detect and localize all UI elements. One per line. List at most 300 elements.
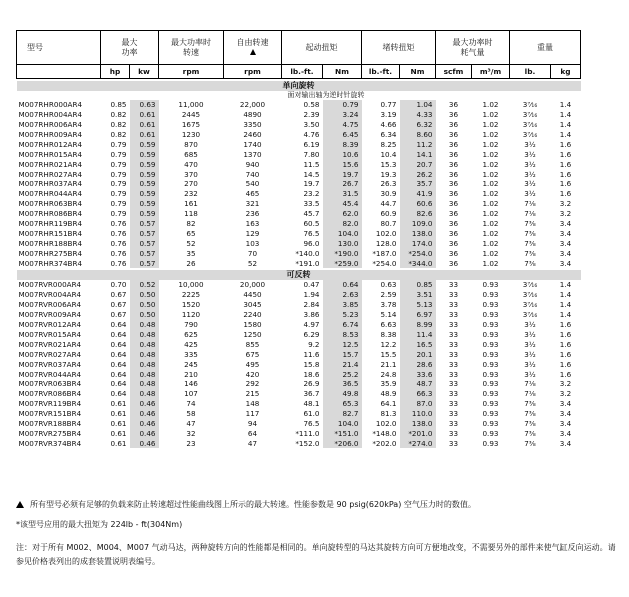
table-row <box>17 300 581 310</box>
triangle-marker-icon <box>16 501 24 508</box>
value-cell: 45.7 <box>303 209 320 219</box>
value-cell: 6.32 <box>400 120 436 130</box>
value-cell: 0.48 <box>130 320 159 330</box>
value-cell: 66.3 <box>400 389 436 399</box>
value-cell: 0.79 <box>110 139 127 149</box>
value-cell: 35.9 <box>380 379 397 389</box>
header-free-speed <box>224 31 282 65</box>
value-cell: 0.46 <box>130 409 159 419</box>
value-cell: 52 <box>247 258 258 268</box>
value-cell: *191.0 <box>295 258 320 268</box>
value-cell: 1.4 <box>559 290 572 300</box>
model-cell: M007RVR063BR4 <box>18 379 82 389</box>
model-cell: M007RHR275BR4 <box>18 248 83 258</box>
value-cell: 0.64 <box>110 359 127 369</box>
header-stall-torque-label: 堵转扭矩 <box>382 42 415 52</box>
value-cell: *344.0 <box>400 258 436 268</box>
value-cell: *274.0 <box>400 438 436 448</box>
value-cell: 60.6 <box>400 199 436 209</box>
value-cell: 6.34 <box>380 130 397 140</box>
value-cell: 1.4 <box>559 310 572 320</box>
value-cell: 103 <box>245 238 260 248</box>
value-cell: 1.02 <box>482 120 499 130</box>
value-cell: 61.0 <box>303 409 320 419</box>
model-cell: M007RHR015AR4 <box>18 149 83 159</box>
value-cell: 35 <box>186 248 196 258</box>
table-row <box>17 389 581 399</box>
value-cell: 685 <box>184 149 198 159</box>
value-cell: 3⁷⁄₁₆ <box>522 120 538 130</box>
value-cell: 1.02 <box>482 130 499 140</box>
value-cell: 0.59 <box>130 159 159 169</box>
table-row <box>17 110 581 120</box>
table-row <box>17 199 581 209</box>
value-cell: 0.93 <box>482 280 499 290</box>
value-cell: 20.7 <box>400 159 436 169</box>
value-cell: 3.4 <box>559 438 572 448</box>
header-stall-torque <box>362 31 436 65</box>
model-cell: M007RHR021AR4 <box>18 159 83 169</box>
value-cell: 0.76 <box>110 238 127 248</box>
value-cell: 3½ <box>524 369 536 379</box>
value-cell: 7⅜ <box>524 238 536 248</box>
value-cell: 1.6 <box>559 329 572 339</box>
table-row <box>17 130 581 140</box>
value-cell: 0.64 <box>110 349 127 359</box>
value-cell: 0.93 <box>482 418 499 428</box>
value-cell: 1.02 <box>482 209 499 219</box>
value-cell: 6.74 <box>323 320 362 330</box>
model-cell: M007RVR275BR4 <box>18 428 82 438</box>
model-cell: M007RHR044AR4 <box>18 189 83 199</box>
unit-cell: lb.-ft. <box>282 65 323 79</box>
value-cell: 1.02 <box>482 258 499 268</box>
value-cell: 161 <box>184 199 198 209</box>
value-cell: 16.5 <box>400 339 436 349</box>
value-cell: 5.14 <box>380 310 397 320</box>
value-cell: 48.9 <box>380 389 397 399</box>
value-cell: 7⅜ <box>524 399 536 409</box>
table-row <box>17 438 581 448</box>
value-cell: 33 <box>448 438 459 448</box>
model-cell: M007RHR037AR4 <box>18 179 83 189</box>
value-cell: 0.50 <box>130 290 159 300</box>
value-cell: 1.04 <box>400 100 436 110</box>
value-cell: 74 <box>186 399 196 409</box>
value-cell: 110.0 <box>400 409 436 419</box>
model-cell: M007RHR012AR4 <box>18 139 83 149</box>
value-cell: 36 <box>448 248 459 258</box>
table-row <box>17 290 581 300</box>
value-cell: 0.67 <box>110 300 127 310</box>
value-cell: 0.48 <box>130 369 159 379</box>
value-cell: 1.6 <box>559 359 572 369</box>
value-cell: 12.5 <box>323 339 362 349</box>
value-cell: 7⅜ <box>524 258 536 268</box>
table-row <box>17 349 581 359</box>
value-cell: 495 <box>245 359 260 369</box>
header-max-power <box>101 31 159 65</box>
value-cell: 2.84 <box>303 300 320 310</box>
value-cell: 0.93 <box>482 409 499 419</box>
value-cell: 33.6 <box>400 369 436 379</box>
value-cell: 1520 <box>181 300 201 310</box>
value-cell: 64.1 <box>380 399 397 409</box>
value-cell: 0.93 <box>482 438 499 448</box>
value-cell: 1.6 <box>559 189 572 199</box>
value-cell: 292 <box>245 379 260 389</box>
value-cell: 1.6 <box>559 339 572 349</box>
value-cell: 940 <box>245 159 260 169</box>
value-cell: 540 <box>245 179 260 189</box>
value-cell: 3.4 <box>559 418 572 428</box>
value-cell: 335 <box>184 349 198 359</box>
value-cell: 0.52 <box>130 280 159 290</box>
value-cell: 9.2 <box>308 339 320 349</box>
value-cell: 3.51 <box>400 290 436 300</box>
section-title-reversible: 可反转 <box>17 270 581 280</box>
value-cell: 0.64 <box>110 369 127 379</box>
value-cell: *151.0 <box>323 429 362 439</box>
value-cell: 0.93 <box>482 399 499 409</box>
model-cell: M007RVR012AR4 <box>18 320 82 330</box>
value-cell: 1740 <box>243 139 262 149</box>
value-cell: 0.61 <box>110 428 127 438</box>
value-cell: 1675 <box>181 120 201 130</box>
table-row <box>17 419 581 429</box>
value-cell: 0.76 <box>110 258 127 268</box>
value-cell: 12.2 <box>380 339 397 349</box>
value-cell: 36 <box>448 228 459 238</box>
value-cell: 24.8 <box>380 369 397 379</box>
value-cell: 1.94 <box>303 290 320 300</box>
value-cell: 0.61 <box>130 120 159 130</box>
value-cell: 33 <box>448 320 459 330</box>
value-cell: 1.6 <box>559 169 572 179</box>
unit-cell-blank <box>17 65 101 79</box>
value-cell: 0.59 <box>130 169 159 179</box>
value-cell: 3⁷⁄₁₆ <box>522 290 538 300</box>
header-max-power-label: 最大 功率 <box>121 37 138 57</box>
value-cell: 107 <box>184 389 198 399</box>
value-cell: *206.0 <box>323 438 362 448</box>
value-cell: 82.6 <box>400 209 436 219</box>
value-cell: 1.02 <box>482 248 499 258</box>
value-cell: 3½ <box>524 359 536 369</box>
value-cell: *201.0 <box>400 429 436 439</box>
value-cell: 26.9 <box>303 379 320 389</box>
value-cell: 3.4 <box>559 399 572 409</box>
section-title-unidirectional: 单向旋转 <box>17 81 581 91</box>
model-cell: M007RVR009AR4 <box>18 310 82 320</box>
value-cell: 10.6 <box>323 149 362 159</box>
value-cell: 36 <box>448 110 459 120</box>
value-cell: 36.5 <box>323 379 362 389</box>
value-cell: 425 <box>184 339 198 349</box>
value-cell: 0.63 <box>380 280 397 290</box>
value-cell: 33 <box>448 349 459 359</box>
value-cell: 8.39 <box>323 140 362 150</box>
value-cell: 0.76 <box>110 228 127 238</box>
value-cell: 0.64 <box>110 389 127 399</box>
value-cell: 0.93 <box>482 349 499 359</box>
value-cell: 3.2 <box>559 379 572 389</box>
value-cell: 0.59 <box>130 199 159 209</box>
value-cell: 1.4 <box>559 110 572 120</box>
value-cell: 215 <box>245 389 260 399</box>
value-cell: 11.4 <box>400 330 436 340</box>
value-cell: 25.2 <box>323 369 362 379</box>
value-cell: 0.57 <box>130 229 159 239</box>
value-cell: 0.46 <box>130 438 159 448</box>
value-cell: 0.48 <box>130 359 159 369</box>
value-cell: 8.60 <box>400 130 436 140</box>
value-cell: 82 <box>186 219 196 229</box>
value-cell: 33 <box>448 428 459 438</box>
value-cell: 0.79 <box>110 199 127 209</box>
value-cell: *259.0 <box>323 258 362 268</box>
table-row <box>17 399 581 409</box>
value-cell: 1.6 <box>559 320 572 330</box>
value-cell: 7⅜ <box>524 409 536 419</box>
unidirectional-section <box>17 79 581 269</box>
value-cell: 33 <box>448 418 459 428</box>
value-cell: 7⅜ <box>524 248 536 258</box>
value-cell: 6.19 <box>303 139 320 149</box>
model-cell: M007RHR004AR4 <box>18 110 83 120</box>
value-cell: 21.1 <box>380 359 397 369</box>
value-cell: 20,000 <box>239 280 266 290</box>
value-cell: 33.5 <box>303 199 320 209</box>
value-cell: 163 <box>245 219 260 229</box>
value-cell: 15.6 <box>323 159 362 169</box>
value-cell: 19.3 <box>380 169 397 179</box>
value-cell: 60.9 <box>380 209 397 219</box>
value-cell: 15.7 <box>323 349 362 359</box>
value-cell: 1.02 <box>482 238 499 248</box>
value-cell: 33 <box>448 290 459 300</box>
value-cell: 790 <box>184 320 198 330</box>
unit-cell: lb. <box>510 65 551 79</box>
unit-cell: hp <box>101 65 130 79</box>
value-cell: 0.47 <box>303 280 320 290</box>
value-cell: 1.6 <box>559 139 572 149</box>
value-cell: 80.7 <box>380 219 397 229</box>
value-cell: 0.82 <box>110 110 127 120</box>
value-cell: 3.4 <box>559 228 572 238</box>
table-row <box>17 238 581 248</box>
value-cell: 3.2 <box>559 199 572 209</box>
value-cell: 3½ <box>524 159 536 169</box>
table-row <box>17 258 581 268</box>
value-cell: 0.76 <box>110 219 127 229</box>
table-row <box>17 229 581 239</box>
value-cell: 30.9 <box>380 189 397 199</box>
value-cell: *202.0 <box>372 438 397 448</box>
table-row <box>17 379 581 389</box>
value-cell: 138.0 <box>400 229 436 239</box>
value-cell: 0.46 <box>130 399 159 409</box>
value-cell: 321 <box>245 199 260 209</box>
value-cell: 33 <box>448 280 459 290</box>
value-cell: 0.59 <box>130 189 159 199</box>
value-cell: 3½ <box>524 349 536 359</box>
value-cell: 0.79 <box>110 179 127 189</box>
value-cell: 58 <box>186 409 196 419</box>
value-cell: 36 <box>448 209 459 219</box>
value-cell: 7⅛ <box>524 209 536 219</box>
value-cell: 0.85 <box>400 280 436 290</box>
model-cell: M007RVR027AR4 <box>18 349 82 359</box>
value-cell: 33 <box>448 310 459 320</box>
value-cell: 1.4 <box>559 130 572 140</box>
value-cell: 3.2 <box>559 209 572 219</box>
value-cell: 3.19 <box>380 110 397 120</box>
value-cell: 8.25 <box>380 139 397 149</box>
value-cell: 3.50 <box>303 120 320 130</box>
value-cell: 245 <box>184 359 198 369</box>
value-cell: 3.4 <box>559 428 572 438</box>
value-cell: 3½ <box>524 169 536 179</box>
value-cell: *111.0 <box>295 428 320 438</box>
value-cell: 7.80 <box>303 149 320 159</box>
value-cell: 36 <box>448 139 459 149</box>
value-cell: 0.64 <box>110 339 127 349</box>
value-cell: 33 <box>448 389 459 399</box>
value-cell: 26.3 <box>380 179 397 189</box>
value-cell: 1250 <box>243 329 262 339</box>
value-cell: 3½ <box>524 329 536 339</box>
value-cell: 36 <box>448 238 459 248</box>
table-row <box>17 248 581 258</box>
model-cell: M007RVR119BR4 <box>18 399 82 409</box>
value-cell: 36 <box>448 179 459 189</box>
footnote-triangle <box>16 498 476 512</box>
model-cell: M007RVR151BR4 <box>18 409 82 419</box>
value-cell: 7⅛ <box>524 389 536 399</box>
model-cell: M007RVR086BR4 <box>18 389 82 399</box>
unit-cell: rpm <box>224 65 282 79</box>
value-cell: 14.5 <box>303 169 320 179</box>
value-cell: 22,000 <box>239 100 266 110</box>
value-cell: 3.4 <box>559 258 572 268</box>
value-cell: 33 <box>448 379 459 389</box>
value-cell: 6.97 <box>400 310 436 320</box>
value-cell: 855 <box>245 339 260 349</box>
value-cell: 26.7 <box>323 179 362 189</box>
value-cell: 23 <box>186 438 196 448</box>
value-cell: 470 <box>184 159 198 169</box>
value-cell: 0.67 <box>110 290 127 300</box>
value-cell: 420 <box>245 369 260 379</box>
value-cell: 0.93 <box>482 428 499 438</box>
value-cell: 65.3 <box>323 399 362 409</box>
section-note-row <box>17 91 581 100</box>
value-cell: 3⁷⁄₁₆ <box>522 130 538 140</box>
table-row <box>17 209 581 219</box>
value-cell: 36 <box>448 100 459 110</box>
model-cell: M007RVR004AR4 <box>18 290 82 300</box>
table-row <box>17 219 581 229</box>
value-cell: 0.82 <box>110 120 127 130</box>
value-cell: 28.6 <box>400 359 436 369</box>
value-cell: 236 <box>245 209 260 219</box>
value-cell: 0.59 <box>130 149 159 159</box>
header-air-consumption <box>436 31 510 65</box>
value-cell: 70 <box>247 248 258 258</box>
value-cell: 3½ <box>524 179 536 189</box>
triangle-marker-icon <box>250 49 256 55</box>
value-cell: 18.6 <box>303 369 320 379</box>
value-cell: 3350 <box>243 120 262 130</box>
table-row <box>17 179 581 189</box>
value-cell: 0.61 <box>130 130 159 140</box>
value-cell: 33 <box>448 409 459 419</box>
value-cell: 11.6 <box>303 349 320 359</box>
value-cell: 1.6 <box>559 159 572 169</box>
value-cell: 3.4 <box>559 219 572 229</box>
value-cell: 0.93 <box>482 369 499 379</box>
value-cell: 1.02 <box>482 139 499 149</box>
model-cell: M007RVR015AR4 <box>18 329 82 339</box>
table-row <box>17 189 581 199</box>
value-cell: 0.93 <box>482 389 499 399</box>
model-cell: M007RHR009AR4 <box>18 130 83 140</box>
model-cell: M007RHR063BR4 <box>18 199 83 209</box>
value-cell: *187.0 <box>372 248 397 258</box>
value-cell: 36 <box>448 189 459 199</box>
value-cell: 0.50 <box>130 310 159 320</box>
value-cell: 0.61 <box>110 409 127 419</box>
table-row <box>17 429 581 439</box>
value-cell: 0.48 <box>130 379 159 389</box>
header-max-power-speed-label: 最大功率时 转速 <box>171 37 211 57</box>
header-weight <box>510 31 581 65</box>
value-cell: 36 <box>448 219 459 229</box>
value-cell: 76.5 <box>303 418 320 428</box>
footnote-triangle-text: 所有型号必须有足够的负载来防止转速超过性能曲线图上所示的最大转速。性能参数是 90 psig(620kPa) 空气压力时的数值。 <box>30 500 476 509</box>
value-cell: 0.57 <box>130 238 159 248</box>
table-row <box>17 169 581 179</box>
value-cell: 23.2 <box>303 189 320 199</box>
value-cell: 36.7 <box>303 389 320 399</box>
value-cell: 1.02 <box>482 179 499 189</box>
value-cell: 1.02 <box>482 219 499 229</box>
table-row <box>17 100 581 110</box>
value-cell: 3.4 <box>559 248 572 258</box>
value-cell: *140.0 <box>295 248 320 258</box>
model-cell: M007RVR000AR4 <box>18 280 82 290</box>
value-cell: 270 <box>184 179 198 189</box>
value-cell: 0.50 <box>130 300 159 310</box>
value-cell: 128.0 <box>375 238 397 248</box>
value-cell: 48.1 <box>303 399 320 409</box>
value-cell: 1230 <box>181 130 201 140</box>
header-air-consumption-label: 最大功率时 耗气量 <box>452 37 493 57</box>
value-cell: 1.02 <box>482 199 499 209</box>
value-cell: 3½ <box>524 339 536 349</box>
value-cell: 26.2 <box>400 169 436 179</box>
value-cell: 0.79 <box>110 159 127 169</box>
value-cell: 2225 <box>181 290 201 300</box>
value-cell: 1370 <box>243 149 262 159</box>
value-cell: 3⁷⁄₁₆ <box>522 100 538 110</box>
value-cell: 47 <box>186 418 196 428</box>
value-cell: *152.0 <box>295 438 320 448</box>
model-cell: M007RHR119BR4 <box>18 219 83 229</box>
value-cell: 11.2 <box>400 140 436 150</box>
value-cell: 0.61 <box>110 418 127 428</box>
